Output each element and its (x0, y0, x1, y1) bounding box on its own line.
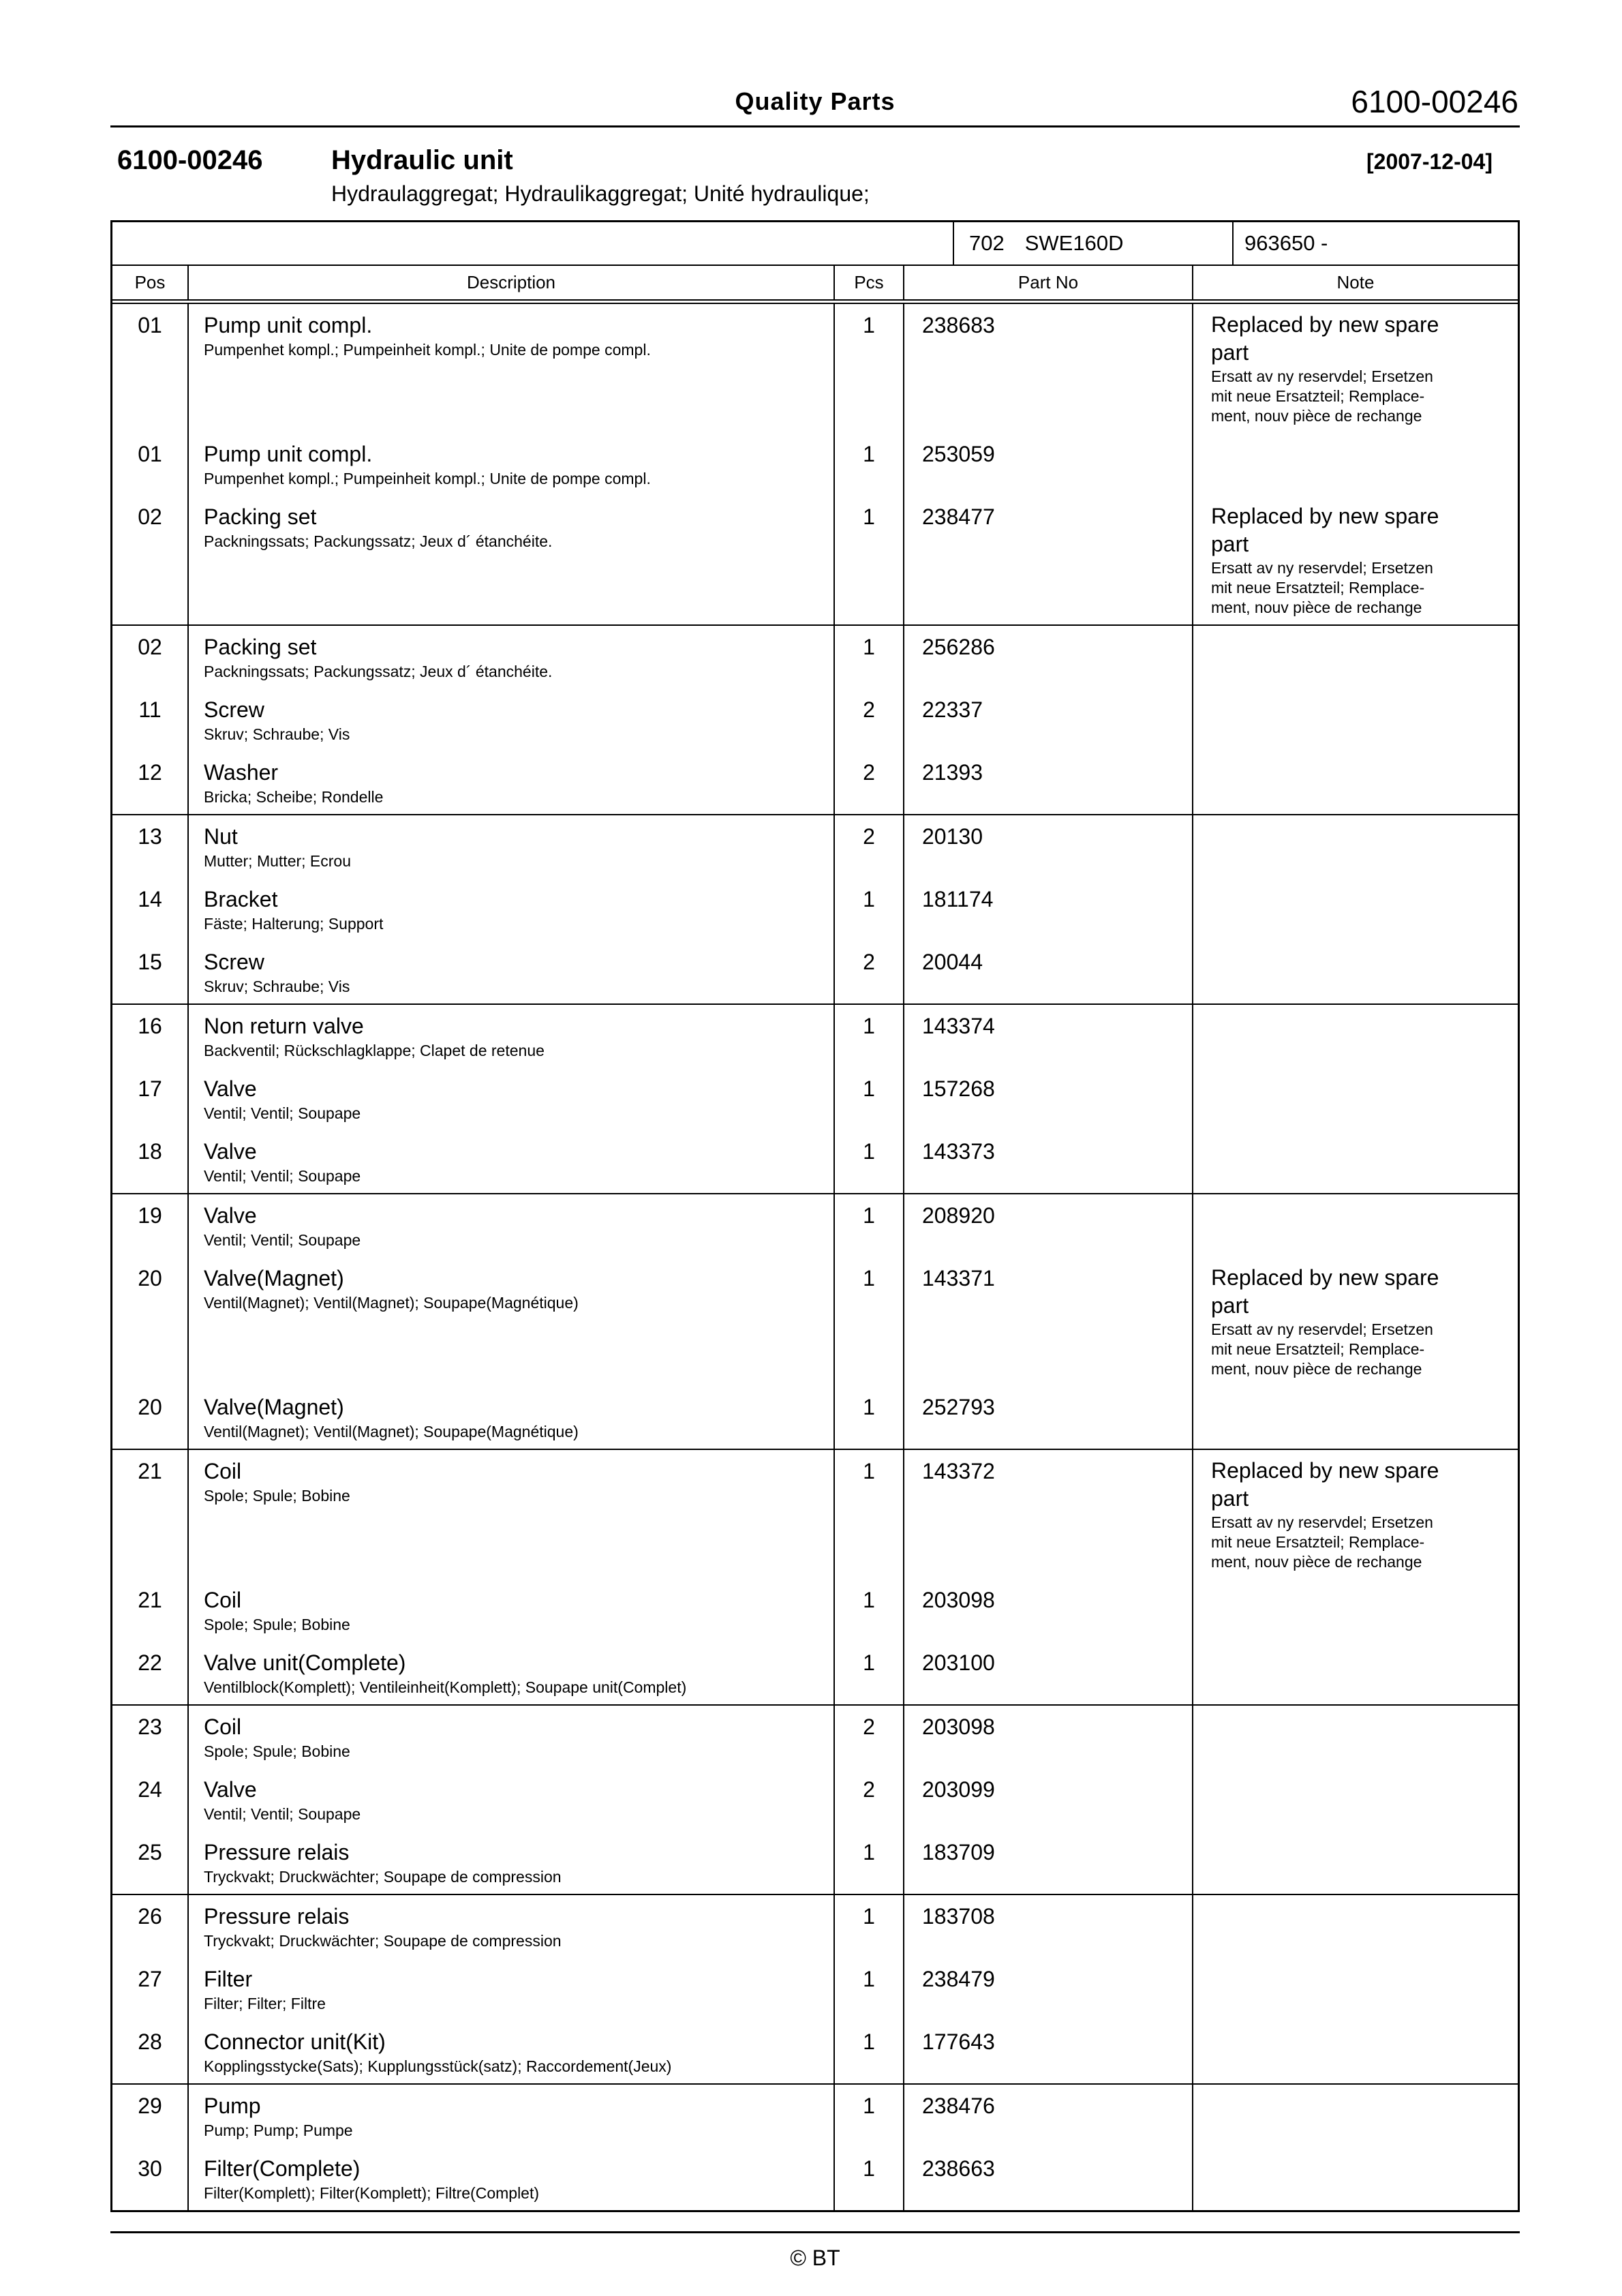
table-row (112, 1706, 1518, 1768)
description-translations: Skruv; Schraube; Vis (204, 978, 350, 995)
table-row (112, 1450, 1518, 1579)
part-no-cell: 238477 (904, 496, 1193, 624)
description-translations: Packningssats; Packungssatz; Jeux d´ étanchéite. (204, 532, 553, 550)
description-translations: Ventil; Ventil; Soupape (204, 1167, 361, 1185)
table-row (112, 496, 1518, 624)
pcs-cell: 2 (835, 1768, 904, 1831)
part-no-cell: 143373 (904, 1130, 1193, 1193)
description-cell (189, 2085, 835, 2147)
table-row (112, 2147, 1518, 2210)
description-translations: Ventil; Ventil; Soupape (204, 1805, 361, 1823)
description-cell (189, 815, 835, 878)
description-cell (189, 1257, 835, 1386)
note-cell (1193, 815, 1518, 878)
note-line: mit neue Ersatzteil; Remplace- (1211, 579, 1425, 596)
row-group (112, 1894, 1518, 2083)
description-cell (189, 1386, 835, 1449)
column-header-description: Description (189, 266, 835, 299)
pos-cell: 24 (112, 1768, 189, 1831)
doc-number: 6100-00246 (117, 145, 263, 175)
part-no-cell: 238476 (904, 2085, 1193, 2147)
note-cell (1193, 1706, 1518, 1768)
pos-cell: 21 (112, 1579, 189, 1642)
table-row (112, 2085, 1518, 2147)
pcs-cell: 2 (835, 815, 904, 878)
description-cell (189, 1706, 835, 1768)
description-cell (189, 433, 835, 496)
description-translations: Spole; Spule; Bobine (204, 1487, 350, 1505)
description-cell (189, 751, 835, 814)
description-translations: Filter(Komplett); Filter(Komplett); Filtre(Complet) (204, 2184, 540, 2202)
note-title: Replaced by new spare part (1211, 1265, 1439, 1318)
column-header-pcs: Pcs (835, 266, 904, 299)
table-row (112, 1895, 1518, 1958)
row-group (112, 814, 1518, 1003)
description-main: Valve(Magnet) (204, 1266, 344, 1290)
note-cell (1193, 1450, 1518, 1579)
description-translations: Packningssats; Packungssatz; Jeux d´ étanchéite. (204, 663, 553, 680)
note-cell (1193, 2085, 1518, 2147)
description-translations: Bricka; Scheibe; Rondelle (204, 788, 384, 806)
model-info-row (112, 222, 1518, 266)
description-cell (189, 1895, 835, 1958)
description-cell (189, 689, 835, 751)
document-title-row (110, 145, 1520, 176)
part-no-cell: 21393 (904, 751, 1193, 814)
pcs-cell: 1 (835, 496, 904, 624)
row-group (112, 624, 1518, 814)
description-main: Valve (204, 1777, 257, 1802)
description-translations: Pumpenhet kompl.; Pumpeinheit kompl.; Unite de pompe compl. (204, 470, 651, 487)
pcs-cell: 1 (835, 1068, 904, 1130)
note-cell (1193, 1257, 1518, 1386)
part-no-cell: 203098 (904, 1579, 1193, 1642)
description-main: Packing set (204, 504, 317, 529)
note-line: ment, nouv pièce de rechange (1211, 1553, 1422, 1571)
table-row (112, 1642, 1518, 1704)
page-masthead (110, 84, 1520, 127)
row-group (112, 304, 1518, 624)
pcs-cell: 1 (835, 626, 904, 689)
pos-cell: 01 (112, 304, 189, 433)
note-line: ment, nouv pièce de rechange (1211, 1360, 1422, 1378)
description-main: Nut (204, 824, 238, 849)
table-row (112, 815, 1518, 878)
row-group (112, 1003, 1518, 1193)
page-title: Hydraulic unit (331, 145, 513, 175)
pos-cell: 18 (112, 1130, 189, 1193)
description-main: Non return valve (204, 1014, 364, 1038)
note-cell (1193, 941, 1518, 1003)
description-translations: Ventil; Ventil; Soupape (204, 1231, 361, 1249)
note-cell (1193, 878, 1518, 941)
pos-cell: 11 (112, 689, 189, 751)
pcs-cell: 2 (835, 1706, 904, 1768)
column-header-row (112, 266, 1518, 304)
part-no-cell: 253059 (904, 433, 1193, 496)
note-cell (1193, 2147, 1518, 2210)
description-cell (189, 2021, 835, 2083)
table-row (112, 1579, 1518, 1642)
table-row (112, 1130, 1518, 1193)
note-cell (1193, 1642, 1518, 1704)
note-title: Replaced by new spare part (1211, 1458, 1439, 1511)
table-row (112, 878, 1518, 941)
part-no-cell: 22337 (904, 689, 1193, 751)
note-cell (1193, 433, 1518, 496)
description-cell (189, 1130, 835, 1193)
description-main: Screw (204, 950, 264, 974)
note-cell (1193, 1831, 1518, 1894)
description-cell (189, 941, 835, 1003)
note-cell (1193, 626, 1518, 689)
note-cell (1193, 1386, 1518, 1449)
pos-cell: 22 (112, 1642, 189, 1704)
description-cell (189, 1005, 835, 1068)
note-cell (1193, 1194, 1518, 1257)
table-body (112, 304, 1518, 2210)
model-cell (953, 222, 1232, 265)
description-cell (189, 496, 835, 624)
description-translations: Pump; Pump; Pumpe (204, 2121, 353, 2139)
description-main: Pump unit compl. (204, 313, 373, 337)
masthead-doc-number: 6100-00246 (1351, 84, 1518, 119)
description-cell (189, 1831, 835, 1894)
description-translations: Pumpenhet kompl.; Pumpeinheit kompl.; Unite de pompe compl. (204, 341, 651, 359)
table-row (112, 2021, 1518, 2083)
pcs-cell: 1 (835, 1386, 904, 1449)
pcs-cell: 2 (835, 751, 904, 814)
note-cell (1193, 1958, 1518, 2021)
pos-cell: 28 (112, 2021, 189, 2083)
description-translations: Backventil; Rückschlagklappe; Clapet de retenue (204, 1042, 545, 1059)
note-cell (1193, 304, 1518, 433)
pcs-cell: 1 (835, 1895, 904, 1958)
description-main: Connector unit(Kit) (204, 2029, 386, 2054)
table-row (112, 689, 1518, 751)
row-group (112, 1449, 1518, 1704)
part-no-cell: 203099 (904, 1768, 1193, 1831)
description-translations: Spole; Spule; Bobine (204, 1616, 350, 1633)
pcs-cell: 1 (835, 1130, 904, 1193)
info-blank-cell (112, 222, 953, 265)
note-line: ment, nouv pièce de rechange (1211, 407, 1422, 425)
part-no-cell: 183709 (904, 1831, 1193, 1894)
table-row (112, 1257, 1518, 1386)
pcs-cell: 1 (835, 1642, 904, 1704)
pcs-cell: 1 (835, 1831, 904, 1894)
note-cell (1193, 1068, 1518, 1130)
table-row (112, 1386, 1518, 1449)
description-main: Coil (204, 1715, 242, 1739)
description-translations: Skruv; Schraube; Vis (204, 725, 350, 743)
note-line: Ersatt av ny reservdel; Ersetzen (1211, 367, 1433, 385)
note-cell (1193, 1130, 1518, 1193)
table-row (112, 1831, 1518, 1894)
description-translations: Mutter; Mutter; Ecrou (204, 852, 352, 870)
description-translations: Ventil; Ventil; Soupape (204, 1104, 361, 1122)
pos-cell: 20 (112, 1257, 189, 1386)
note-cell (1193, 2021, 1518, 2083)
pcs-cell: 1 (835, 1257, 904, 1386)
title-translations: Hydraulaggregat; Hydraulikaggregat; Unité hydraulique; (331, 181, 870, 206)
pos-cell: 12 (112, 751, 189, 814)
row-group (112, 1193, 1518, 1449)
note-title: Replaced by new spare part (1211, 312, 1439, 365)
description-main: Valve (204, 1203, 257, 1228)
description-translations: Kopplingsstycke(Sats); Kupplungsstück(satz); Raccordement(Jeux) (204, 2057, 672, 2075)
page-footer (110, 2231, 1520, 2271)
note-title: Replaced by new spare part (1211, 504, 1439, 556)
part-no-cell: 157268 (904, 1068, 1193, 1130)
table-row (112, 751, 1518, 814)
column-header-pos: Pos (112, 266, 189, 299)
description-main: Valve (204, 1139, 257, 1164)
column-header-note: Note (1336, 272, 1375, 292)
pos-cell: 20 (112, 1386, 189, 1449)
description-cell (189, 1958, 835, 2021)
part-no-cell: 203100 (904, 1642, 1193, 1704)
description-main: Pump (204, 2094, 261, 2118)
description-translations: Tryckvakt; Druckwächter; Soupape de compression (204, 1868, 562, 1886)
note-cell (1193, 1768, 1518, 1831)
part-no-cell: 143372 (904, 1450, 1193, 1579)
pos-cell: 02 (112, 626, 189, 689)
part-no-cell: 208920 (904, 1194, 1193, 1257)
note-line: mit neue Ersatzteil; Remplace- (1211, 387, 1425, 405)
pcs-cell: 1 (835, 2085, 904, 2147)
description-main: Coil (204, 1459, 242, 1483)
part-no-cell: 143371 (904, 1257, 1193, 1386)
part-no-cell: 238663 (904, 2147, 1193, 2210)
description-main: Valve unit(Complete) (204, 1650, 406, 1675)
note-line: mit neue Ersatzteil; Remplace- (1211, 1533, 1425, 1551)
pos-cell: 23 (112, 1706, 189, 1768)
description-translations: Filter; Filter; Filtre (204, 1995, 326, 2012)
table-row (112, 1068, 1518, 1130)
pcs-cell: 1 (835, 878, 904, 941)
pos-cell: 14 (112, 878, 189, 941)
pos-cell: 02 (112, 496, 189, 624)
type-code: 702 (969, 231, 1005, 255)
note-cell (1193, 1579, 1518, 1642)
pcs-cell: 2 (835, 941, 904, 1003)
part-no-cell: 252793 (904, 1386, 1193, 1449)
part-no-cell: 143374 (904, 1005, 1193, 1068)
part-no-cell: 177643 (904, 2021, 1193, 2083)
pos-cell: 01 (112, 433, 189, 496)
note-line: Ersatt av ny reservdel; Ersetzen (1211, 1320, 1433, 1338)
pos-cell: 16 (112, 1005, 189, 1068)
description-cell (189, 1579, 835, 1642)
description-cell (189, 1642, 835, 1704)
table-row (112, 1958, 1518, 2021)
note-cell (1193, 751, 1518, 814)
description-cell (189, 2147, 835, 2210)
note-cell (1193, 1895, 1518, 1958)
pcs-cell: 1 (835, 433, 904, 496)
description-cell (189, 1068, 835, 1130)
table-row (112, 1768, 1518, 1831)
part-no-cell: 20044 (904, 941, 1193, 1003)
description-main: Valve(Magnet) (204, 1395, 344, 1419)
pos-cell: 13 (112, 815, 189, 878)
description-cell (189, 1450, 835, 1579)
description-main: Valve (204, 1076, 257, 1101)
pos-cell: 27 (112, 1958, 189, 2021)
pcs-cell: 2 (835, 689, 904, 751)
note-line: mit neue Ersatzteil; Remplace- (1211, 1340, 1425, 1358)
description-main: Screw (204, 697, 264, 722)
table-row (112, 941, 1518, 1003)
pcs-cell: 1 (835, 2021, 904, 2083)
description-translations: Fäste; Halterung; Support (204, 915, 384, 933)
part-no-cell: 203098 (904, 1706, 1193, 1768)
note-cell (1193, 1005, 1518, 1068)
description-cell (189, 304, 835, 433)
part-no-cell: 238479 (904, 1958, 1193, 2021)
description-main: Pressure relais (204, 1840, 350, 1864)
note-line: ment, nouv pièce de rechange (1211, 599, 1422, 616)
pcs-cell: 1 (835, 1450, 904, 1579)
description-cell (189, 626, 835, 689)
pos-cell: 15 (112, 941, 189, 1003)
part-no-cell: 20130 (904, 815, 1193, 878)
serial-range-cell: 963650 - (1232, 222, 1518, 265)
description-translations: Ventilblock(Komplett); Ventileinheit(Komplett); Soupape unit(Complet) (204, 1678, 687, 1696)
column-header-part-no: Part No (904, 266, 1193, 299)
pos-cell: 19 (112, 1194, 189, 1257)
description-translations: Ventil(Magnet); Ventil(Magnet); Soupape(Magnétique) (204, 1423, 579, 1440)
description-translations: Spole; Spule; Bobine (204, 1742, 350, 1760)
description-main: Pump unit compl. (204, 442, 373, 466)
description-main: Filter(Complete) (204, 2156, 361, 2181)
part-no-cell: 238683 (904, 304, 1193, 433)
description-main: Packing set (204, 635, 317, 659)
pcs-cell: 1 (835, 2147, 904, 2210)
description-cell (189, 878, 835, 941)
masthead-title: Quality Parts (735, 87, 896, 115)
note-line: Ersatt av ny reservdel; Ersetzen (1211, 559, 1433, 577)
pcs-cell: 1 (835, 1005, 904, 1068)
description-main: Bracket (204, 887, 278, 911)
row-group (112, 1704, 1518, 1894)
note-cell (1193, 689, 1518, 751)
description-main: Coil (204, 1588, 242, 1612)
table-row (112, 433, 1518, 496)
note-cell (1193, 496, 1518, 624)
description-translations: Ventil(Magnet); Ventil(Magnet); Soupape(Magnétique) (204, 1294, 579, 1312)
pos-cell: 29 (112, 2085, 189, 2147)
part-no-cell: 181174 (904, 878, 1193, 941)
part-no-cell: 183708 (904, 1895, 1193, 1958)
pos-cell: 21 (112, 1450, 189, 1579)
pos-cell: 30 (112, 2147, 189, 2210)
pcs-cell: 1 (835, 1958, 904, 2021)
copyright: © BT (790, 2246, 840, 2270)
description-main: Pressure relais (204, 1904, 350, 1929)
row-group (112, 2083, 1518, 2210)
pcs-cell: 1 (835, 1194, 904, 1257)
description-cell (189, 1768, 835, 1831)
table-row (112, 1005, 1518, 1068)
pos-cell: 26 (112, 1895, 189, 1958)
description-translations: Tryckvakt; Druckwächter; Soupape de compression (204, 1932, 562, 1950)
description-cell (189, 1194, 835, 1257)
pcs-cell: 1 (835, 1579, 904, 1642)
description-main: Filter (204, 1967, 253, 1991)
note-line: Ersatt av ny reservdel; Ersetzen (1211, 1513, 1433, 1531)
part-no-cell: 256286 (904, 626, 1193, 689)
table-row (112, 1194, 1518, 1257)
parts-table (110, 220, 1520, 2212)
pcs-cell: 1 (835, 304, 904, 433)
revision-date: [2007-12-04] (1366, 149, 1493, 174)
table-row (112, 626, 1518, 689)
model-name: SWE160D (1024, 231, 1124, 255)
pos-cell: 17 (112, 1068, 189, 1130)
table-row (112, 304, 1518, 433)
description-main: Washer (204, 760, 279, 785)
pos-cell: 25 (112, 1831, 189, 1894)
